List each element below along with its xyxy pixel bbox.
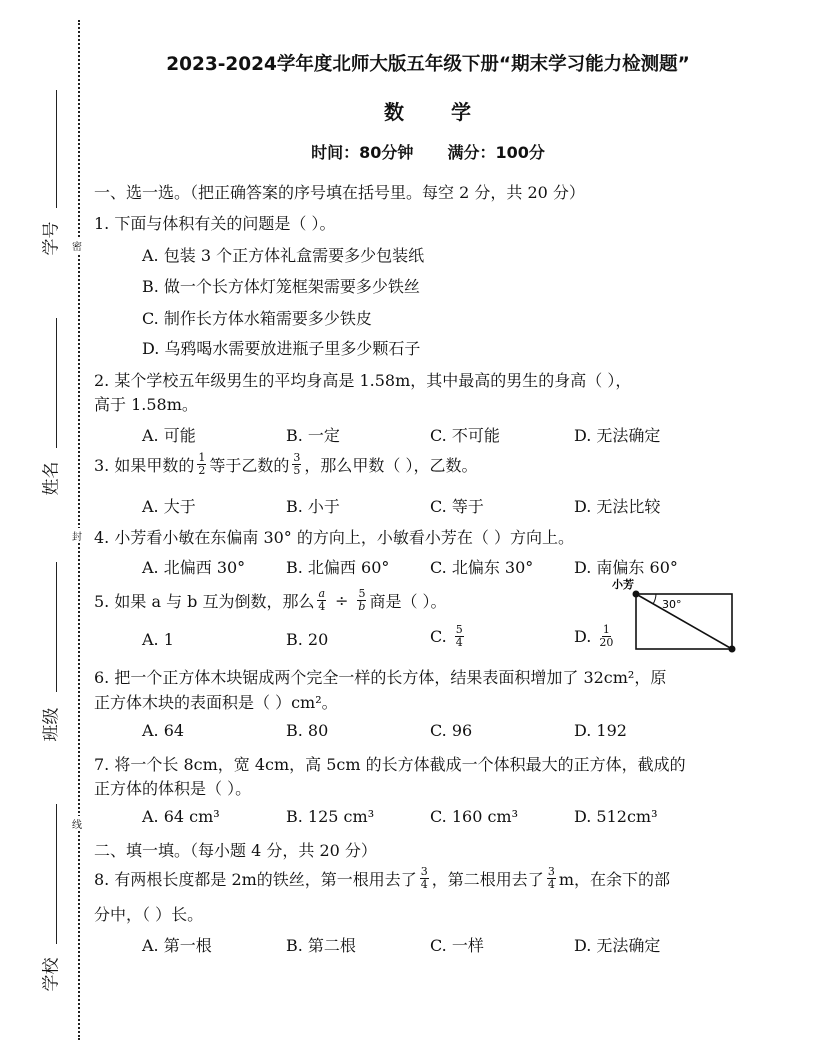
q8-part-3: m，在余下的部: [558, 870, 670, 889]
q3-option-b[interactable]: B. 小于: [286, 497, 340, 516]
q4-direction-diagram: [606, 574, 742, 658]
q3-fraction-1-den: 2: [198, 464, 206, 477]
q6-option-b[interactable]: B. 80: [286, 721, 329, 740]
q5-fraction-1-num: a: [318, 587, 326, 600]
class-label: 班级: [41, 707, 62, 742]
q4-option-c[interactable]: C. 北偏东 30°: [430, 558, 534, 577]
q5-option-c-fraction: [455, 624, 464, 649]
q5-option-a[interactable]: A. 1: [142, 630, 174, 649]
q4-option-b[interactable]: B. 北偏西 60°: [286, 558, 390, 577]
q2-line-1: 2. 某个学校五年级男生的平均身高是 1.58m，其中最高的男生的身高（ ），: [94, 371, 632, 390]
q5-fraction-2-den: b: [358, 600, 366, 613]
q5-option-d-num: 1: [602, 623, 610, 636]
q3-part-3: ，那么甲数（ ），乙数。: [304, 456, 478, 475]
q3-fraction-2-num: 3: [293, 451, 301, 464]
q8-fraction-2-den: 4: [547, 878, 555, 891]
q4-option-d[interactable]: D. 南偏东 60°: [574, 558, 678, 577]
q8-line-1: [94, 866, 670, 891]
diagram-point-xiaofang: [633, 591, 640, 598]
q1-text: 1. 下面与体积有关的问题是（ ）。: [94, 214, 336, 233]
diagram-angle-arc: [653, 594, 656, 604]
q5-part-2: 商是（ ）。: [369, 592, 447, 611]
q7-option-a[interactable]: A. 64 cm³: [142, 807, 220, 826]
q8-part-2: ，第二根用去了: [431, 870, 544, 889]
q8-part-1: 8. 有两根长度都是 2m的铁丝，第一根用去了: [94, 870, 417, 889]
q5-fraction-2: [357, 588, 366, 613]
q5-fraction-1-den: 4: [318, 600, 326, 613]
q3-option-c[interactable]: C. 等于: [430, 497, 484, 516]
q2-option-b[interactable]: B. 一定: [286, 426, 340, 445]
q5-text: [94, 588, 447, 613]
q3-fraction-2-den: 5: [293, 464, 301, 477]
q1-option-b[interactable]: B. 做一个长方体灯笼框架需要多少铁丝: [142, 277, 420, 296]
exam-meta: [0, 140, 816, 163]
name-label: 姓名: [41, 461, 62, 496]
q8-option-c[interactable]: C. 一样: [430, 936, 484, 955]
school-rule: [56, 804, 57, 944]
q5-option-d-label: D.: [574, 627, 592, 646]
q5-divide-sign: ÷: [335, 591, 349, 610]
q8-fraction-1-num: 3: [420, 865, 428, 878]
q8-fraction-2: [547, 866, 556, 891]
q5-option-c-num: 5: [455, 623, 463, 636]
q3-part-1: 3. 如果甲数的: [94, 456, 195, 475]
q5-option-c-label: C.: [430, 627, 447, 646]
q2-line-2: 高于 1.58m。: [94, 395, 198, 414]
q2-option-d[interactable]: D. 无法确定: [574, 426, 661, 445]
q8-fraction-2-num: 3: [547, 865, 555, 878]
q6-line-2: 正方体木块的表面积是（ ）cm²。: [94, 693, 338, 712]
full-score: 满分：100分: [447, 143, 545, 162]
subject-title: [0, 96, 816, 125]
q8-option-b[interactable]: B. 第二根: [286, 936, 356, 955]
q3-text: [94, 452, 477, 477]
exam-title: 2023-2024学年度北师大版五年级下册“期末学习能力检测题”: [166, 54, 690, 75]
q8-fraction-1-den: 4: [420, 878, 428, 891]
diagram-point-xiaomin: [729, 646, 736, 653]
seal-mark-feng: 封: [72, 528, 82, 543]
q7-option-d[interactable]: D. 512cm³: [574, 807, 658, 826]
q6-option-c[interactable]: C. 96: [430, 721, 473, 740]
q3-option-d[interactable]: D. 无法比较: [574, 497, 661, 516]
q5-option-b[interactable]: B. 20: [286, 630, 329, 649]
q5-option-c[interactable]: [430, 624, 467, 649]
student-id-label: 学号: [41, 221, 62, 256]
q5-option-d-fraction: [599, 624, 613, 649]
q5-option-c-den: 4: [455, 636, 463, 649]
subject-char-1: 数: [384, 100, 405, 124]
q4-option-a[interactable]: A. 北偏西 30°: [142, 558, 246, 577]
q5-fraction-1: [317, 588, 326, 613]
diagram-label-xiaofang: 小芳: [612, 578, 634, 591]
q3-fraction-1: [197, 452, 206, 477]
subject-char-2: 学: [451, 100, 472, 124]
q7-line-2: 正方体的体积是（ ）。: [94, 779, 252, 798]
q4-text: 4. 小芳看小敏在东偏南 30° 的方向上，小敏看小芳在（ ）方向上。: [94, 528, 574, 547]
q7-option-b[interactable]: B. 125 cm³: [286, 807, 375, 826]
q6-line-1: 6. 把一个正方体木块锯成两个完全一样的长方体，结果表面积增加了 32cm²，原: [94, 668, 667, 687]
q5-part-1: 5. 如果 a 与 b 互为倒数，那么: [94, 592, 315, 611]
q5-fraction-2-num: 5: [358, 587, 366, 600]
q3-part-2: 等于乙数的: [209, 456, 290, 475]
section-2-heading: 二、填一填。（每小题 4 分，共 20 分）: [94, 841, 377, 860]
name-rule: [56, 318, 57, 448]
q5-option-d-den: 20: [599, 636, 614, 649]
q6-option-a[interactable]: A. 64: [142, 721, 185, 740]
school-label: 学校: [41, 957, 62, 992]
q8-line-2: 分中，（ ）长。: [94, 905, 204, 924]
q8-fraction-1: [420, 866, 429, 891]
q1-option-c[interactable]: C. 制作长方体水箱需要多少铁皮: [142, 309, 372, 328]
section-1-heading: 一、选一选。（把正确答案的序号填在括号里。每空 2 分，共 20 分）: [94, 183, 585, 202]
time-limit: 时间：80分钟: [311, 143, 414, 162]
q2-option-a[interactable]: A. 可能: [142, 426, 196, 445]
q3-option-a[interactable]: A. 大于: [142, 497, 196, 516]
seal-mark-mi: 密: [72, 238, 82, 253]
q8-option-d[interactable]: D. 无法确定: [574, 936, 661, 955]
q1-option-a[interactable]: A. 包装 3 个正方体礼盒需要多少包装纸: [142, 246, 425, 265]
q7-line-1: 7. 将一个长 8cm，宽 4cm，高 5cm 的长方体截成一个体积最大的正方体，截成的: [94, 755, 686, 774]
q1-option-d[interactable]: D. 乌鸦喝水需要放进瓶子里多少颗石子: [142, 339, 421, 358]
diagram-angle-label: 30°: [662, 598, 682, 611]
q3-fraction-2: [292, 452, 301, 477]
q6-option-d[interactable]: D. 192: [574, 721, 627, 740]
q7-option-c[interactable]: C. 160 cm³: [430, 807, 519, 826]
q5-option-d[interactable]: [574, 624, 616, 649]
q3-fraction-1-num: 1: [198, 451, 206, 464]
seal-mark-xian: 线: [72, 816, 82, 831]
class-rule: [56, 562, 57, 692]
q2-option-c[interactable]: C. 不可能: [430, 426, 500, 445]
diagram-diagonal: [636, 594, 732, 649]
q8-option-a[interactable]: A. 第一根: [142, 936, 212, 955]
